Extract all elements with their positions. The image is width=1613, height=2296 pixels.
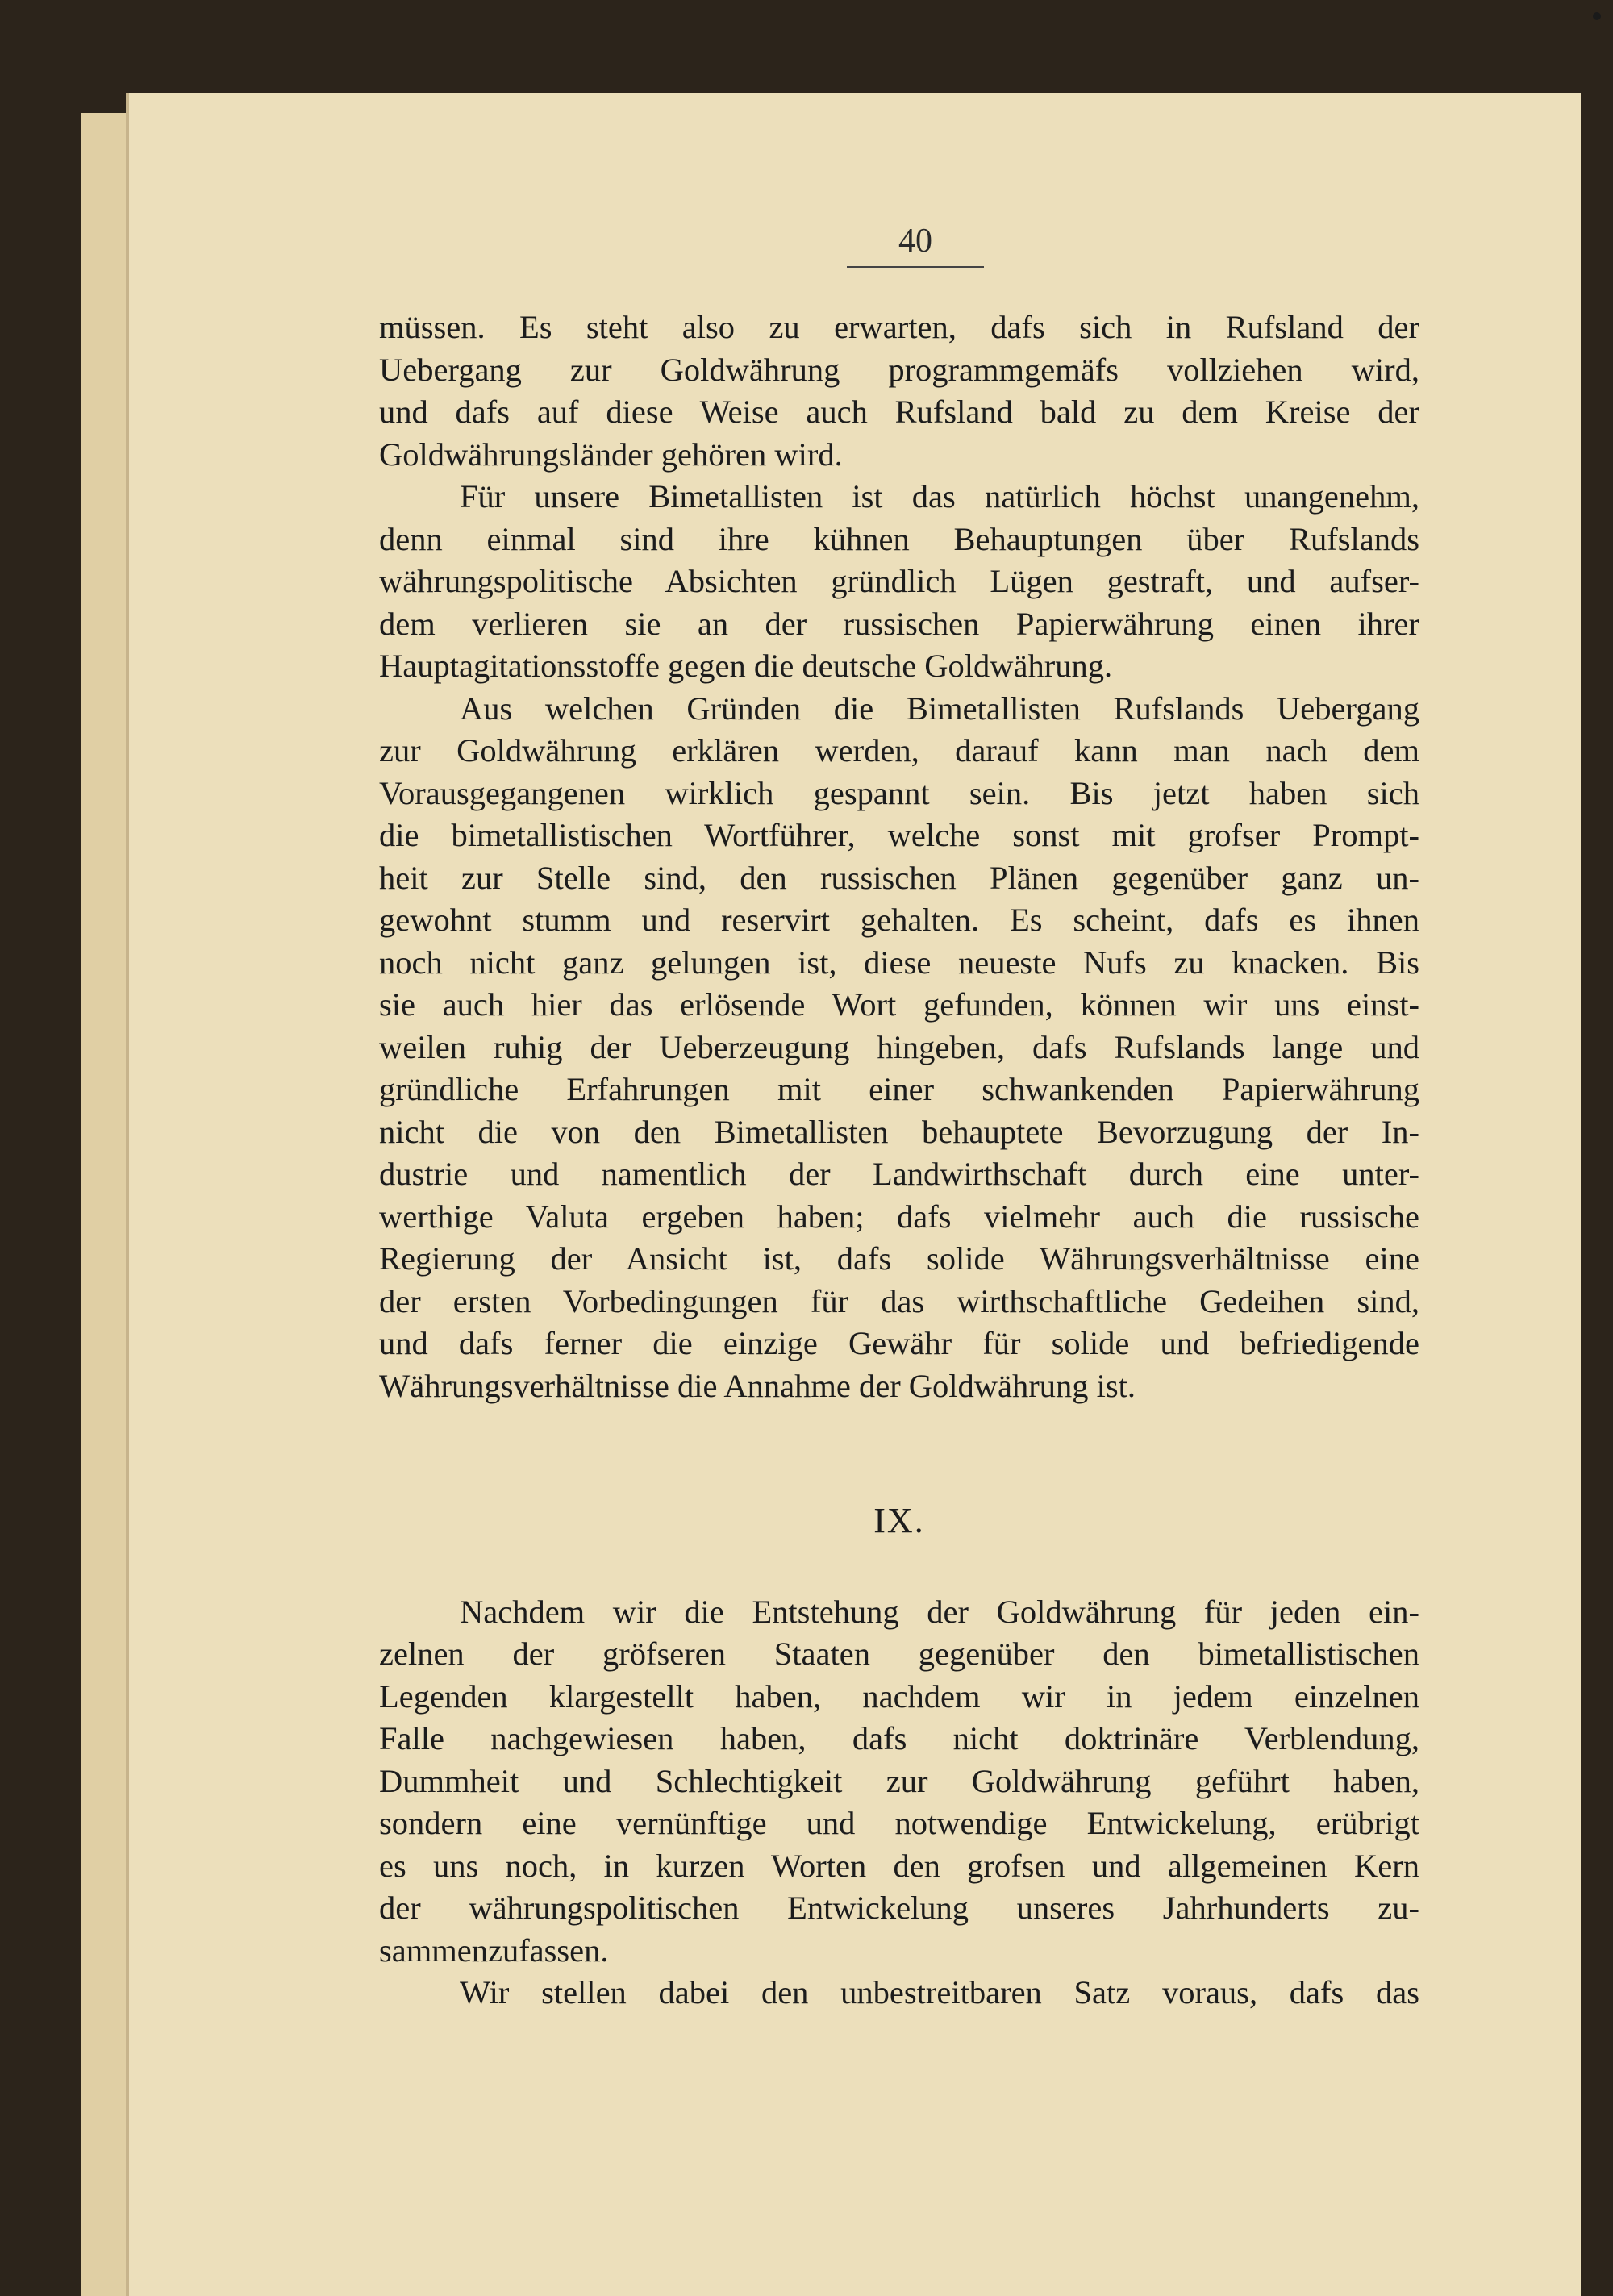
text-line: es uns noch, in kurzen Worten den grofsen und allgemeinen Kern — [379, 1847, 1419, 1884]
header-rule — [847, 266, 984, 268]
paragraph — [379, 306, 1419, 476]
text-line: dem verlieren sie an der russischen Papierwährung einen ihrer — [379, 605, 1419, 642]
paragraph — [379, 1591, 1419, 1973]
text-line: und dafs ferner die einzige Gewähr für solide und befriedigende — [379, 1325, 1419, 1361]
text-line: Uebergang zur Goldwährung programmgemäfs vollziehen wird, — [379, 351, 1419, 388]
text-line: Hauptagitationsstoffe gegen die deutsche Goldwährung. — [379, 648, 1113, 684]
text-line: gründliche Erfahrungen mit einer schwankenden Papierwährung — [379, 1071, 1419, 1107]
text-line: weilen ruhig der Ueberzeugung hingeben, dafs Rufslands lange und — [379, 1028, 1419, 1065]
paragraph — [379, 1972, 1419, 2015]
text-line: sondern eine vernünftige und notwendige Entwickelung, erübrigt — [379, 1805, 1419, 1841]
text-line: zelnen der gröfseren Staaten gegenüber den bimetallistischen — [379, 1636, 1419, 1672]
text-line: Währungsverhältnisse die Annahme der Goldwährung ist. — [379, 1367, 1136, 1404]
page-body — [379, 306, 1419, 2015]
section-heading: IX. — [873, 1501, 925, 1540]
text-line: nicht die von den Bimetallisten behauptete Bevorzugung der In- — [379, 1113, 1419, 1150]
text-line: Wir stellen dabei den unbestreitbaren Satz voraus, dafs das — [460, 1974, 1419, 2011]
text-line: Falle nachgewiesen haben, dafs nicht doktrinäre Verblendung, — [379, 1720, 1419, 1756]
dust-speck — [1593, 12, 1601, 20]
text-line: Regierung der Ansicht ist, dafs solide Währungsverhältnisse eine — [379, 1240, 1419, 1277]
text-line: dustrie und namentlich der Landwirthschaft durch eine unter- — [379, 1156, 1419, 1192]
text-line: müssen. Es steht also zu erwarten, dafs sich in Rufsland der — [379, 309, 1419, 345]
text-line: sie auch hier das erlösende Wort gefunden, können wir uns einst- — [379, 986, 1419, 1023]
text-line: der währungspolitischen Entwickelung unseres Jahrhunderts zu- — [379, 1890, 1419, 1926]
text-line: Aus welchen Gründen die Bimetallisten Rufslands Uebergang — [460, 690, 1419, 727]
text-line: der ersten Vorbedingungen für das wirthschaftliche Gedeihen sind, — [379, 1282, 1419, 1319]
text-line: Dummheit und Schlechtigkeit zur Goldwährung geführt haben, — [379, 1762, 1419, 1799]
text-line: zur Goldwährung erklären werden, darauf kann man nach dem — [379, 732, 1419, 769]
text-line: Goldwährungsländer gehören wird. — [379, 435, 843, 473]
text-line: werthige Valuta ergeben haben; dafs vielmehr auch die russische — [379, 1198, 1419, 1235]
text-line: die bimetallistischen Wortführer, welche sonst mit grofser Prompt- — [379, 817, 1419, 853]
text-line: Legenden klargestellt haben, nachdem wir in jedem einzelnen — [379, 1677, 1419, 1715]
text-line: Für unsere Bimetallisten ist das natürlich höchst unangenehm, — [460, 478, 1419, 515]
paragraph — [379, 688, 1419, 1408]
text-line: gewohnt stumm und reservirt gehalten. Es scheint, dafs es ihnen — [379, 902, 1419, 938]
paragraph — [379, 476, 1419, 688]
text-line: währungspolitische Absichten gründlich Lügen gestraft, und aufser- — [379, 563, 1419, 599]
text-line: heit zur Stelle sind, den russischen Plänen gegenüber ganz un- — [379, 859, 1419, 896]
text-line: und dafs auf diese Weise auch Rufsland bald zu dem Kreise der — [379, 394, 1419, 430]
page-number: 40 — [898, 223, 932, 260]
text-line: sammenzufassen. — [379, 1931, 609, 1969]
text-line: Nachdem wir die Entstehung der Goldwährung für jeden ein- — [460, 1593, 1419, 1630]
text-line: noch nicht ganz gelungen ist, diese neueste Nufs zu knacken. Bis — [379, 944, 1419, 981]
text-line: Vorausgegangenen wirklich gespannt sein. Bis jetzt haben sich — [379, 774, 1419, 811]
text-line: denn einmal sind ihre kühnen Behauptungen über Rufslands — [379, 520, 1419, 557]
